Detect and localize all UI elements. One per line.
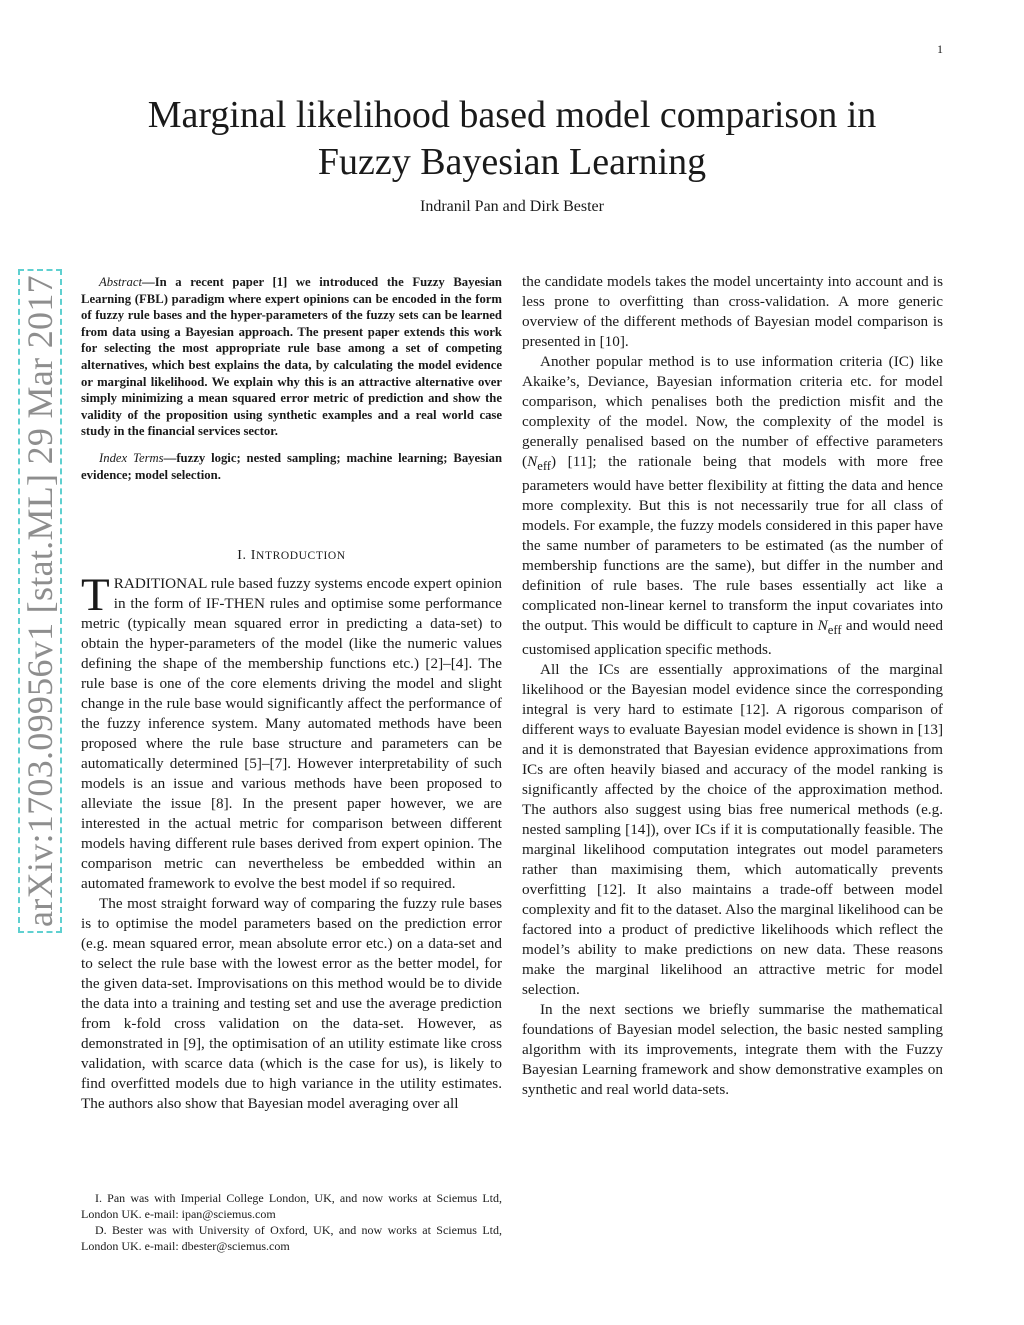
drop-cap: T	[81, 569, 110, 621]
neff-symbol: N	[817, 617, 828, 635]
arxiv-identifier-stamp[interactable]: arXiv:1703.09956v1 [stat.ML] 29 Mar 2017	[18, 269, 62, 933]
neff-symbol: N	[527, 453, 538, 470]
intro-paragraph-1	[81, 569, 502, 894]
footnote-pan: I. Pan was with Imperial College London, UK, and now works at Sciemus Ltd, London UK. e-mail: ipan@sciemus.com	[81, 1191, 502, 1221]
index-terms-label: Index Terms	[99, 450, 164, 465]
right-paragraph-3: All the ICs are essentially approximations of the marginal likelihood or the Bayesian model evidence since the corresponding integral is very hard to estimate [12]. A rigorous comparison of different ways to evaluate Bayesian model evidence is shown in [13] and it is demonstrated that Bayesian evidence approximations from ICs are often heavily biased and accuracy of the model ranking is significantly affected by the choice of the approximation method. The authors also suggest using bias free numerical methods (e.g. nested sampling [14]), over ICs if it is computationally feasible. The marginal likelihood computation integrates out model parameters rather than maximising them, which automatically prevents overfitting [12]. It also maintains a trade-off between model complexity and fit to the dataset. Also the marginal likelihood can be factored into a product of predictive likelihoods which reflect the model’s ability to make predictions on new data. These reasons make the marginal likelihood an attractive metric for model selection.	[522, 661, 943, 999]
abstract-paragraph	[81, 274, 502, 440]
page-number: 1	[937, 42, 943, 56]
right-paragraph-1: the candidate models takes the model uncertainty into account and is less prone to overfitting than cross-validation. A more generic overview of the different methods of Bayesian model comparison is presented in [10].	[522, 273, 943, 350]
index-terms-text: —fuzzy logic; nested sampling; machine learning; Bayesian evidence; model selection.	[81, 450, 502, 482]
neff-subscript: eff	[537, 459, 552, 474]
title-line-1: Marginal likelihood based model comparison in	[147, 94, 877, 136]
author-footnotes	[81, 1190, 502, 1254]
section-heading-rest: NTRODUCTION	[256, 550, 346, 562]
abstract-label: Abstract	[99, 275, 142, 289]
section-heading-initial: I	[250, 548, 257, 563]
author-list: Indranil Pan and Dirk Bester	[420, 198, 604, 215]
footnote-bester: D. Bester was with University of Oxford, UK, and now works at Sciemus Ltd, London UK. e-mail: dbester@sciemus.com	[81, 1223, 502, 1253]
intro-lead-word: RADITIONAL	[113, 575, 207, 592]
abstract-block	[81, 274, 502, 493]
abstract-text: —In a recent paper [1] we introduced the Fuzzy Bayesian Learning (FBL) paradigm where expert opinions can be encoded in the form of fuzzy rule bases and the hyper-parameters of the fuzzy sets can be learned from data using a Bayesian approach. The present paper extends this work for selecting the most appropriate rule base among a set of competing alternatives, which best explains the data, by calculating the model evidence or marginal likelihood. We explain why this is an attractive alternative over simply minimizing a mean squared error metric of prediction and show the validity of the proposition using synthetic examples and a real world case study in the financial services sector.	[81, 275, 502, 439]
neff-subscript: eff	[827, 623, 842, 638]
index-terms-paragraph	[81, 450, 502, 483]
right-paragraph-2-part-c: and would need customised application specific methods.	[522, 617, 944, 659]
section-heading-introduction	[81, 548, 502, 564]
intro-paragraph-2: The most straight forward way of comparing the fuzzy rule bases is to optimise the model parameters based on the prediction error (e.g. mean squared error, mean absolute error etc.) on a data-set and to select the rule base with the lowest error as the better model, for the given data-set. Improvisations on this method would be to divide the data into a training and testing set and use the average prediction from k-fold cross validation on the data-set. However, as demonstrated in [9], the optimisation of an utility estimate like cross validation, with scarce data (which is the case for us), is likely to find overfitted models due to high variance in the utility estimates. The authors also show that Bayesian model averaging over all	[81, 895, 502, 1112]
right-paragraph-2-part-b: ) [11]; the rationale being that models with more free parameters would have better flexibility at fitting the data and hence more complexity. But this is not necessarily true for all class of models. For example, the fuzzy models considered in this paper have the same number of parameters to be estimated (as the number of membership functions are the same), but differ in the number and definition of rule bases. The rule bases essentially act like a complicated non-linear kernel to transform the input covariates into the output. This would be difficult to capture in	[522, 453, 943, 635]
right-paragraph-2-part-a: Another popular method is to use information criteria (IC) like Akaike’s, Deviance, Bayesian information criteria etc. for model comparison, which penalises both the prediction misfit and the complexity of the model. Now, the complexity of the model is generally penalised based on the number of effective parameters (	[522, 353, 943, 470]
title-line-2: Fuzzy Bayesian Learning	[317, 141, 707, 183]
intro-paragraph-1-text: rule based fuzzy systems encode expert opinion in the form of IF-THEN rules and optimise some performance metric (typically mean squared error in predicting a data-set) to obtain the hyper-parameters of the model (like the numeric values defining the shape of the membership functions etc.) [2]–[4]. The rule base is one of the core elements driving the model and slight change in the rule base would significantly affect the performance of the fuzzy inference system. Many automated methods have been proposed where the rule base structure and parameters can be automatically determined [5]–[7]. However interpretability of such models is an issue and various methods have been proposed to alleviate the issue [8]. In the present paper however, we are interested in the actual metric for comparison between different models having different rule bases derived from expert opinion. The comparison metric can nevertheless be embedded within an automated framework to evolve the best model if so required.	[81, 575, 502, 892]
section-numeral: I.	[237, 548, 247, 563]
right-paragraph-4: In the next sections we briefly summarise the mathematical foundations of Bayesian model selection, the basic nested sampling algorithm with its improvements, integrate them with the Fuzzy Bayesian Learning framework and show demonstrative examples on synthetic and real world data-sets.	[522, 1001, 943, 1099]
left-column	[81, 569, 502, 1114]
right-paragraph-2	[522, 352, 943, 660]
paper-title	[80, 92, 944, 186]
right-column	[522, 272, 943, 1100]
